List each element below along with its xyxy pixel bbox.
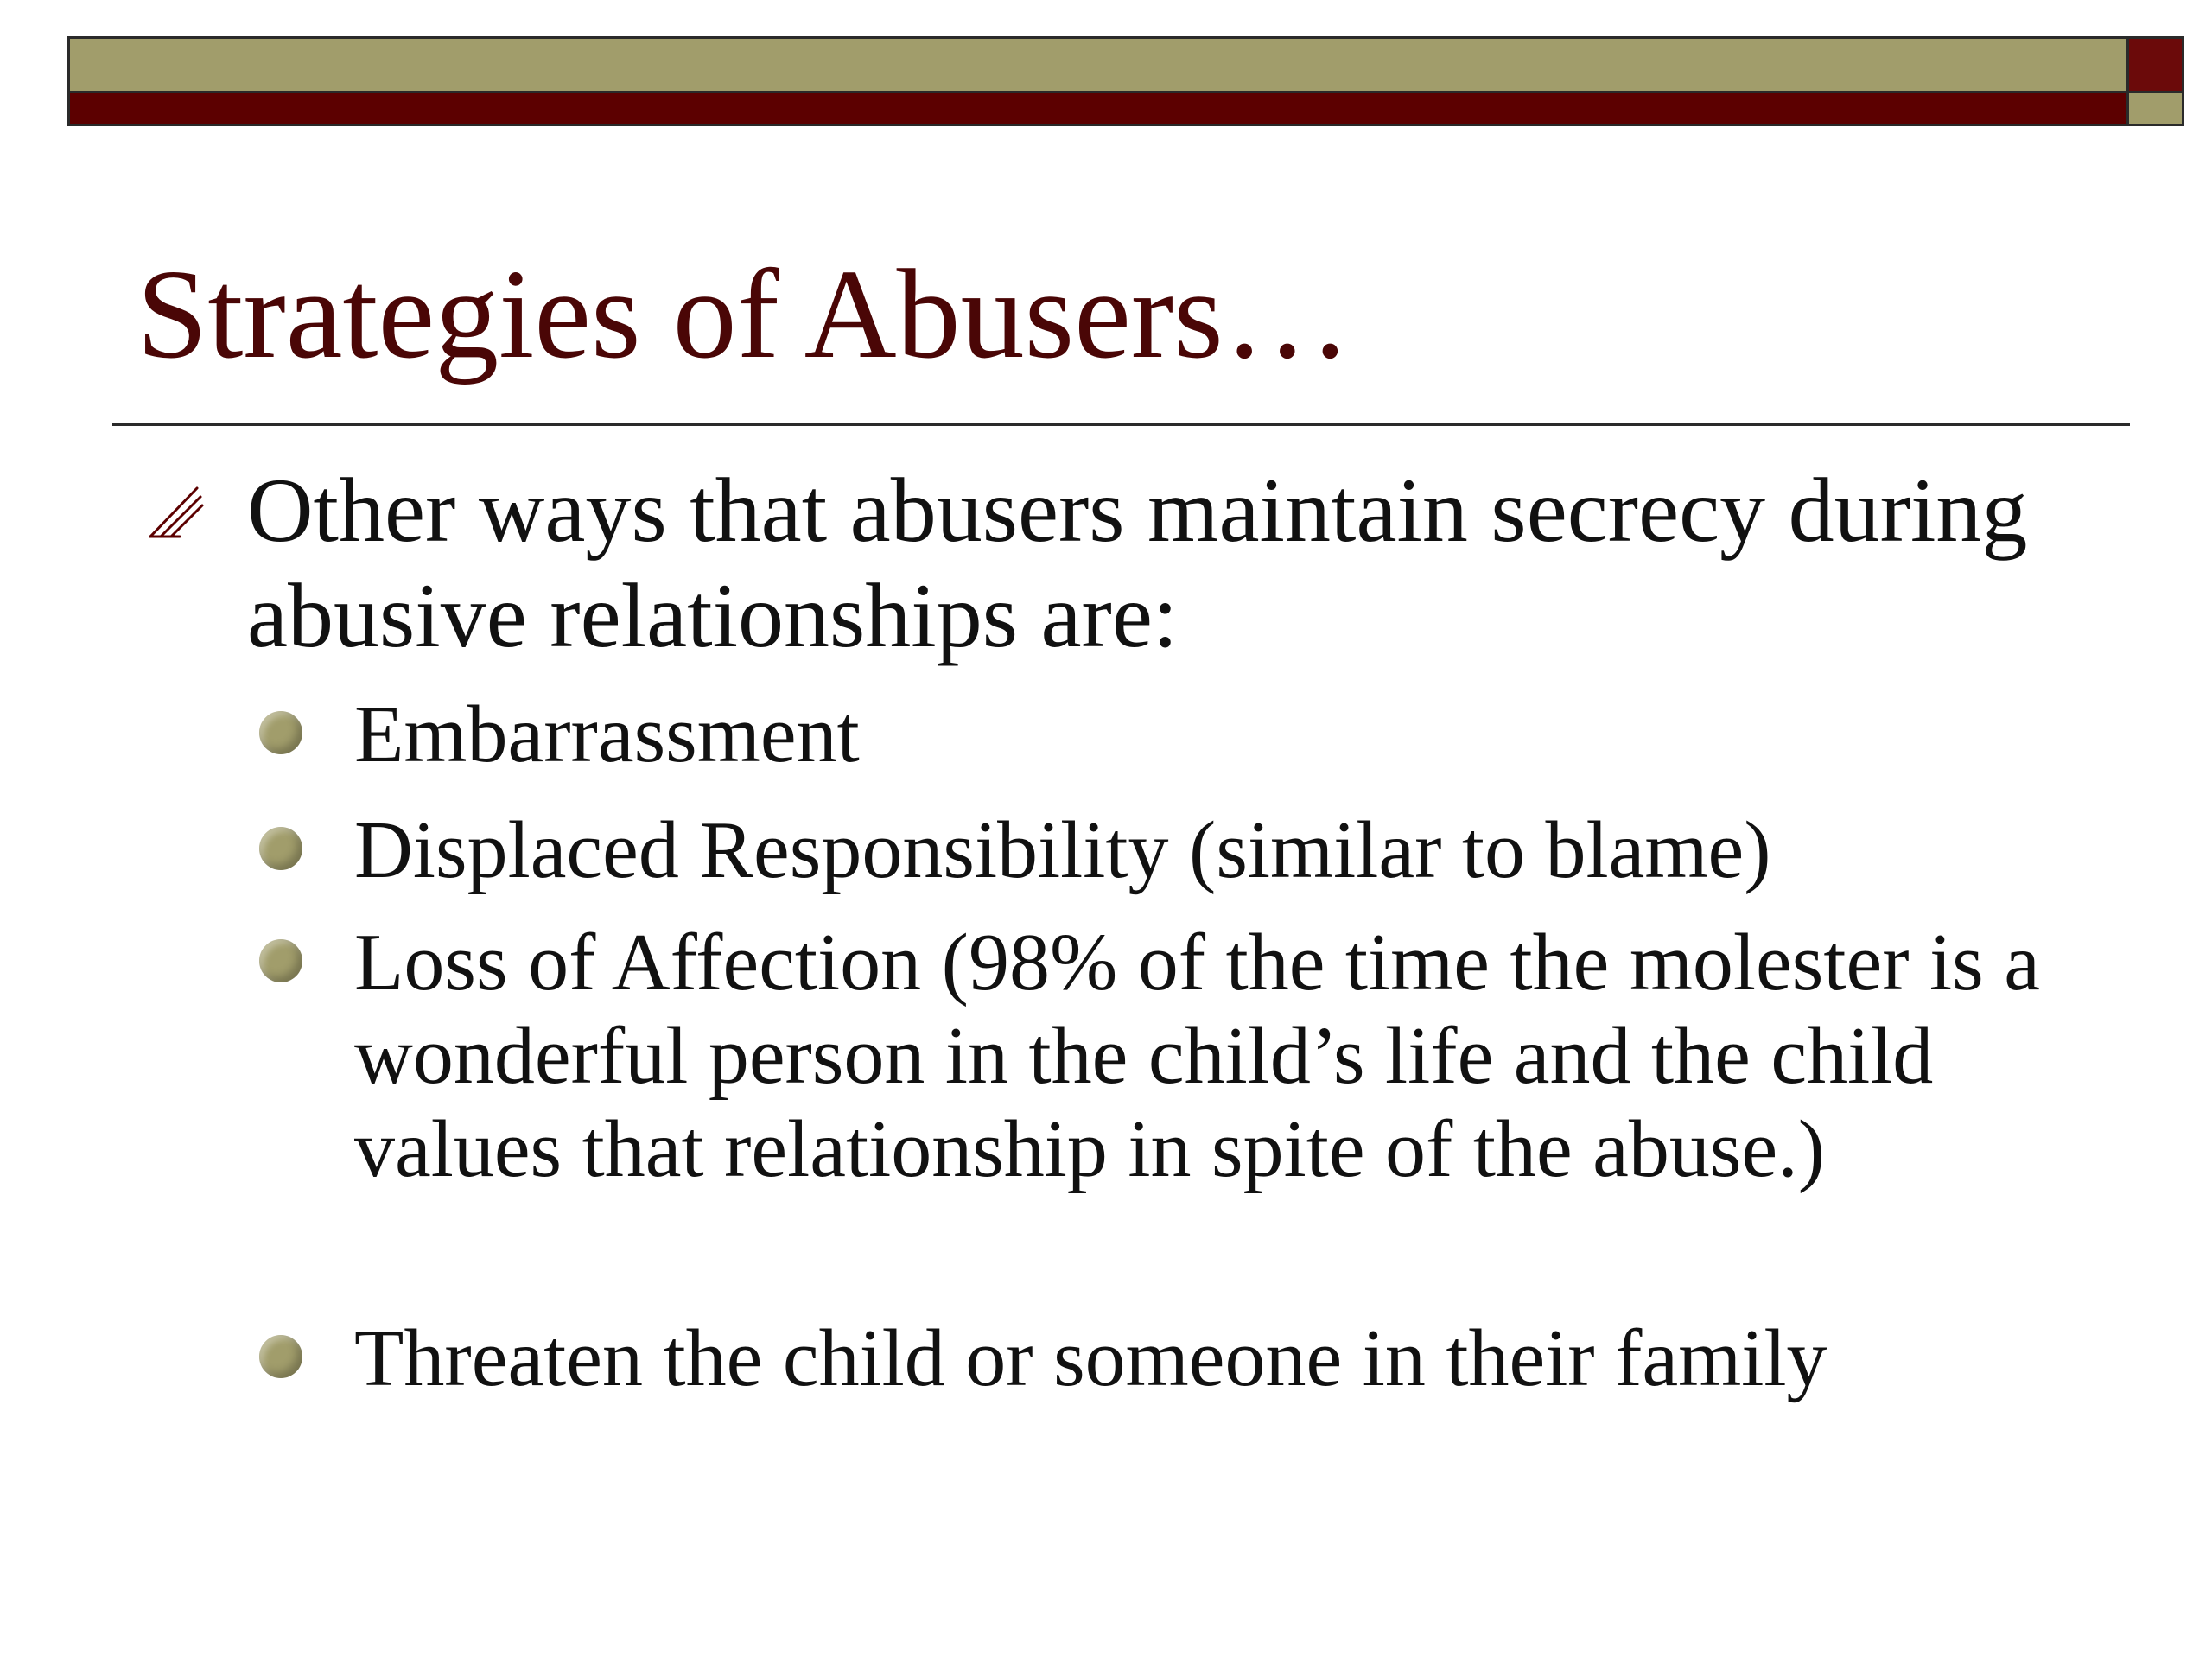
header-corner-square-bottom [2126, 93, 2182, 124]
main-bullet-text: Other ways that abusers maintain secrecy during abusive relationships are: [247, 460, 2028, 666]
sub-bullet-dot-icon [259, 939, 302, 982]
header-maroon-band [70, 93, 2126, 124]
sub-bullet-dot-icon [259, 711, 302, 754]
header-corner-square-top [2126, 39, 2182, 93]
hatched-slash-bullet-icon [145, 480, 207, 542]
header-olive-band [70, 39, 2126, 93]
sub-bullet-item: Threaten the child or someone in their family [354, 1313, 1827, 1403]
sub-bullet-item: Loss of Affection (98% of the time the molester is a wonderful person in the child’s life and the child values that relationship in spite of the abuse.) [354, 918, 2040, 1194]
slide-title: Strategies of Abusers… [137, 244, 1351, 385]
header-decoration-bar [67, 36, 2184, 126]
sub-bullet-dot-icon [259, 827, 302, 870]
sub-bullet-item: Displaced Responsibility (similar to blame) [354, 805, 1771, 895]
sub-bullet-item: Embarrassment [354, 690, 860, 779]
title-divider [112, 423, 2130, 426]
sub-bullet-dot-icon [259, 1335, 302, 1378]
